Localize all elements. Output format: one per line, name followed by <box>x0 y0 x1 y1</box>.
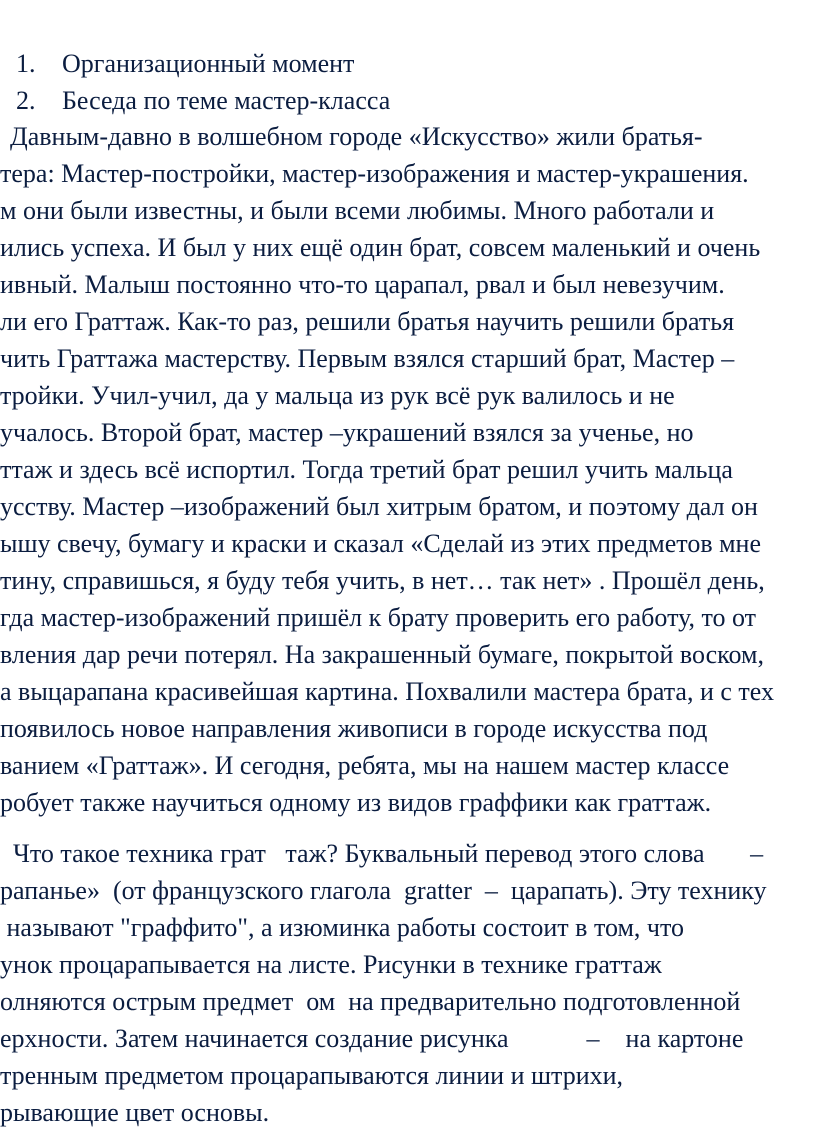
text-line: робует также научиться одному из видов граффики как граттаж. <box>0 788 712 817</box>
text-line: ились успеха. И был у них ещё один брат, совсем маленький и очень <box>0 233 761 262</box>
text-line: Что такое техника грат таж? Буквальный перевод этого слова – <box>0 839 764 868</box>
text-line: унок процарапывается на листе. Рисунки в технике граттаж <box>0 950 662 979</box>
list-number: 2. <box>16 86 36 115</box>
text-line: появилось новое направления живописи в городе искусства под <box>0 714 708 743</box>
text-line: олняются острым предмет ом на предварительно подготовленной <box>0 987 741 1016</box>
text-line: ттаж и здесь всё испортил. Тогда третий брат решил учить мальца <box>0 455 733 484</box>
text-line: рывающие цвет основы. <box>0 1098 270 1127</box>
text-line: а выцарапана красивейшая картина. Похвалили мастера брата, и с тех <box>0 677 774 706</box>
text-line: усству. Мастер –изображений был хитрым братом, и поэтому дал он <box>0 492 758 521</box>
text-line: ерхности. Затем начинается создание рисунка – на картоне <box>0 1024 744 1053</box>
text-line: вления дар речи потерял. На закрашенный бумаге, покрытой воском, <box>0 640 764 669</box>
text-line: тера: Мастер-постройки, мастер-изображения и мастер-украшения. <box>0 159 749 188</box>
text-line: ванием «Граттаж». И сегодня, ребята, мы на нашем мастер классе <box>0 751 730 780</box>
text-line: гда мастер-изображений пришёл к брату проверить его работу, то от <box>0 603 757 632</box>
text-line: тину, справишься, я буду тебя учить, в нет… так нет» . Прошёл день, <box>0 566 765 595</box>
list-item-text: Беседа по теме мастер-класса <box>62 86 391 115</box>
text-line: ли его Граттаж. Как-то раз, решили братья научить решили братья <box>0 307 735 336</box>
text-line: м они были известны, и были всеми любимы. Много работали и <box>0 196 715 225</box>
text-line: тройки. Учил-учил, да у мальца из рук всё рук валилось и не <box>0 381 675 410</box>
text-line: Давным-давно в волшебном городе «Искусство» жили братья- <box>10 122 703 151</box>
list-number: 1. <box>16 49 36 78</box>
text-line: рапанье» (от французского глагола gratter – царапать). Эту технику <box>0 876 767 905</box>
text-line: чить Граттажа мастерству. Первым взялся старший брат, Мастер – <box>0 344 735 373</box>
text-line: учалось. Второй брат, мастер –украшений взялся за ученье, но <box>0 418 694 447</box>
text-line: ышу свечу, бумагу и краски и сказал «Сделай из этих предметов мне <box>0 529 762 558</box>
text-line: ивный. Малыш постоянно что-то царапал, рвал и был невезучим. <box>0 270 725 299</box>
text-line: называют "граффито", а изюминка работы состоит в том, что <box>0 913 685 942</box>
text-line: тренным предметом процарапываются линии и штрихи, <box>0 1061 624 1090</box>
list-item-text: Организационный момент <box>62 49 355 78</box>
